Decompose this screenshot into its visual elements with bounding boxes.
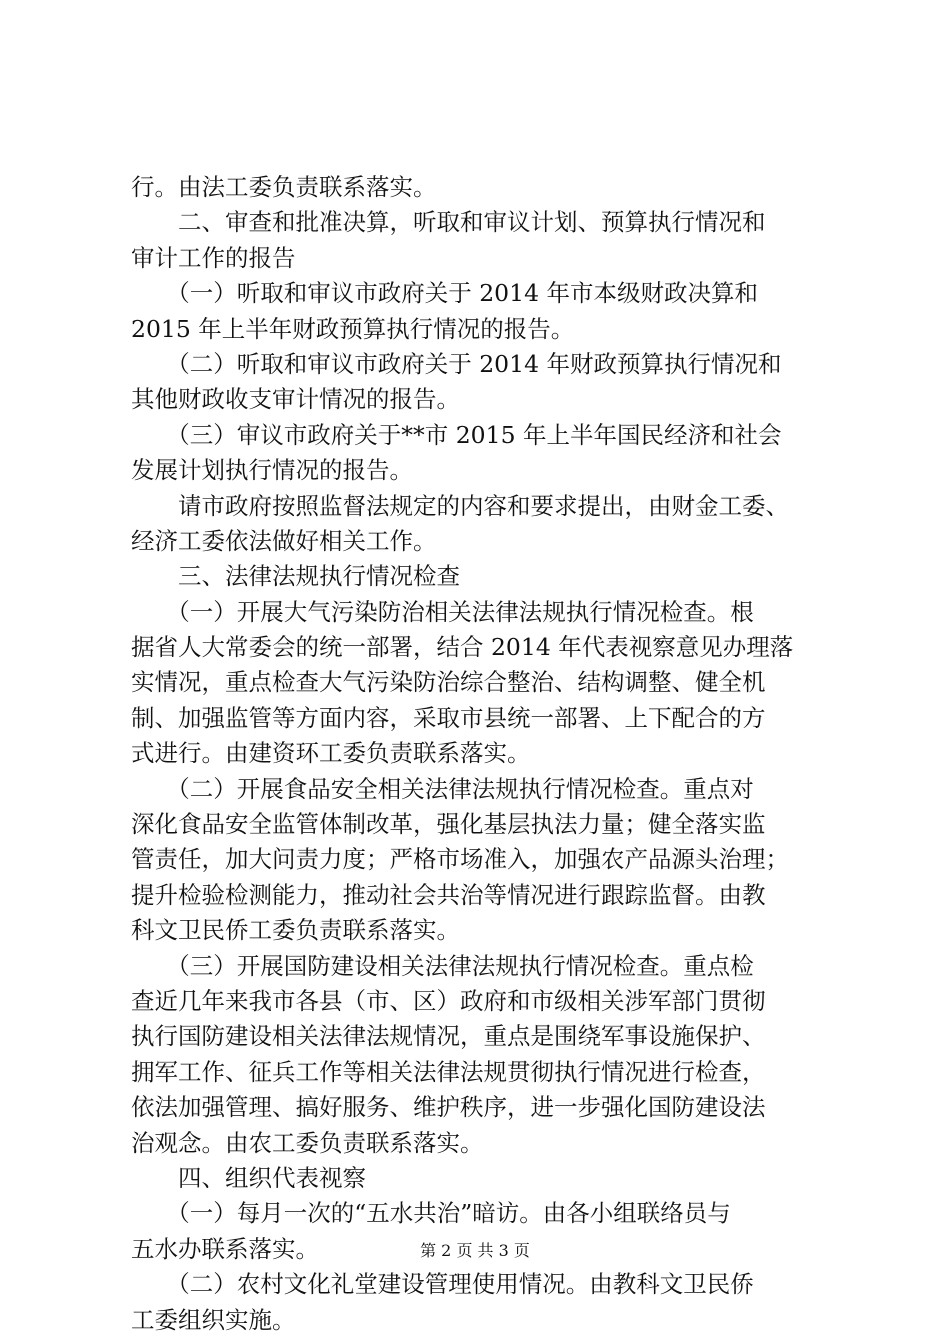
- text-line: 执行国防建设相关法律法规情况，重点是围绕军事设施保护、: [131, 1022, 766, 1051]
- text-line: 管责任，加大问责力度；严格市场准入，加强农产品源头治理；: [131, 845, 789, 874]
- text-line: 发展计划执行情况的报告。: [131, 456, 413, 485]
- text-line: 经济工委依法做好相关工作。: [131, 526, 437, 555]
- text-line: 行。由法工委负责联系落实。: [131, 173, 437, 201]
- text-line: 拥军工作、征兵工作等相关法律法规贯彻执行情况进行检查，: [131, 1057, 766, 1086]
- page-number-footer: 第 2 页 共 3 页: [420, 1241, 530, 1260]
- text-line: （二）听取和审议市政府关于 2014 年财政预算执行情况和: [131, 349, 782, 378]
- text-line: 式进行。由建资环工委负责联系落实。: [131, 739, 531, 768]
- text-line: 请市政府按照监督法规定的内容和要求提出，由财金工委、: [131, 491, 789, 520]
- text-line: （一）每月一次的“五水共治”暗访。由各小组联络员与: [131, 1199, 731, 1228]
- text-line: 二、审查和批准决算，听取和审议计划、预算执行情况和: [131, 208, 766, 237]
- text-line: 提升检验检测能力，推动社会共治等情况进行跟踪监督。由教: [131, 880, 766, 909]
- text-line: （二）农村文化礼堂建设管理使用情况。由教科文卫民侨: [131, 1270, 754, 1299]
- text-line: 查近几年来我市各县（市、区）政府和市级相关涉军部门贯彻: [131, 986, 766, 1015]
- text-line: （三）开展国防建设相关法律法规执行情况检查。重点检: [131, 951, 754, 980]
- text-line: 四、组织代表视察: [131, 1163, 366, 1192]
- text-line: 据省人大常委会的统一部署，结合 2014 年代表视察意见办理落: [131, 633, 794, 662]
- text-line: （二）开展食品安全相关法律法规执行情况检查。重点对: [131, 774, 754, 803]
- text-line: （一）开展大气污染防治相关法律法规执行情况检查。根: [131, 597, 754, 626]
- text-line: 工委组织实施。: [131, 1305, 296, 1334]
- text-line: 实情况，重点检查大气污染防治综合整治、结构调整、健全机: [131, 668, 766, 697]
- text-line: 治观念。由农工委负责联系落实。: [131, 1128, 484, 1157]
- text-line: （一）听取和审议市政府关于 2014 年市本级财政决算和: [131, 279, 758, 308]
- document-body: [131, 170, 831, 1338]
- text-line: 制、加强监管等方面内容，采取市县统一部署、上下配合的方: [131, 703, 766, 732]
- text-line: 依法加强管理、搞好服务、维护秩序，进一步强化国防建设法: [131, 1093, 766, 1122]
- text-line: 深化食品安全监管体制改革，强化基层执法力量；健全落实监: [131, 810, 766, 839]
- text-line: 审计工作的报告: [131, 243, 296, 272]
- text-line: 科文卫民侨工委负责联系落实。: [131, 916, 460, 945]
- text-line: 其他财政收支审计情况的报告。: [131, 385, 460, 414]
- text-line: 2015 年上半年财政预算执行情况的报告。: [131, 314, 575, 343]
- text-line: 五水办联系落实。: [131, 1234, 319, 1263]
- text-line: 三、法律法规执行情况检查: [131, 562, 460, 591]
- text-line: （三）审议市政府关于**市 2015 年上半年国民经济和社会: [131, 420, 782, 449]
